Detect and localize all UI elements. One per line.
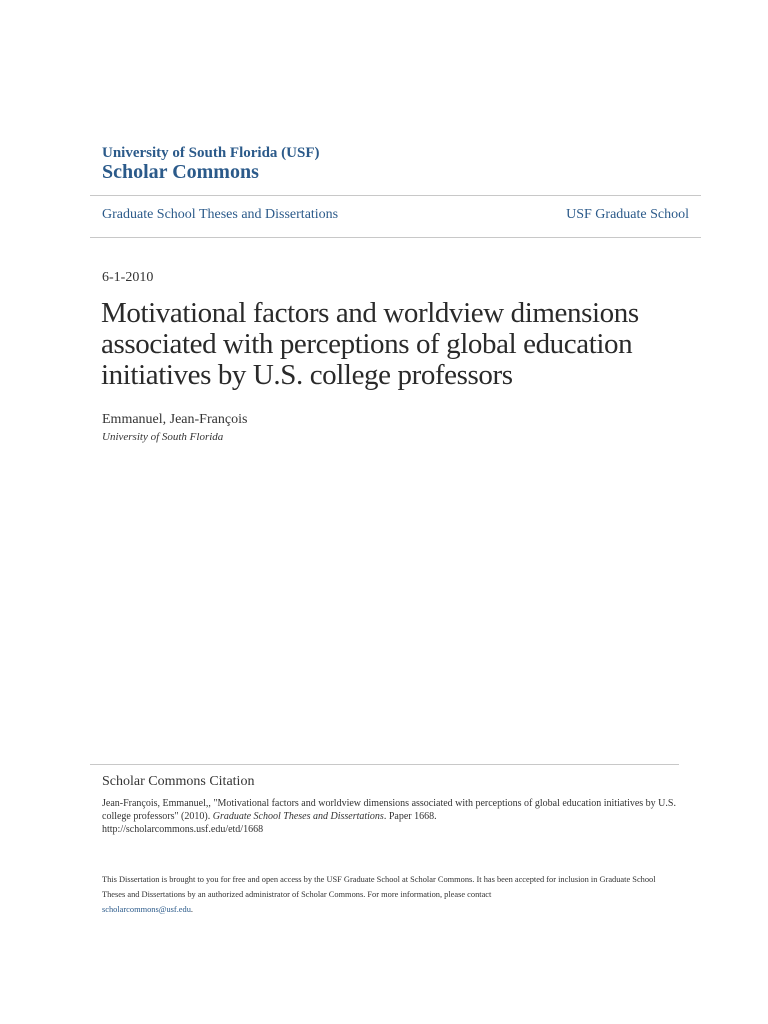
contact-email-link[interactable]: scholarcommons@usf.edu bbox=[102, 905, 191, 914]
author-name: Emmanuel, Jean-François bbox=[102, 412, 248, 427]
divider bbox=[90, 237, 701, 238]
author-affiliation: University of South Florida bbox=[102, 431, 224, 443]
institution-link[interactable]: University of South Florida (USF) bbox=[102, 145, 320, 161]
citation-heading: Scholar Commons Citation bbox=[102, 774, 255, 789]
notice-text: This Dissertation is brought to you for free and open access by the USF Graduate School at Scholar Commons. It has been accepted for inclusion in Graduate School Theses and Dissertations by an authorized administrator of Scholar Commons. For more information, please contact bbox=[102, 875, 656, 899]
document-title: Motivational factors and worldview dimensions associated with perceptions of global education initiatives by U.S. college professors bbox=[101, 297, 639, 391]
collection-link[interactable]: Graduate School Theses and Dissertations bbox=[102, 207, 339, 222]
divider bbox=[90, 195, 701, 196]
notice-email-suffix: . bbox=[190, 905, 193, 914]
divider bbox=[90, 764, 679, 765]
citation-text bbox=[102, 797, 682, 836]
publication-date: 6-1-2010 bbox=[102, 270, 154, 285]
school-link[interactable]: USF Graduate School bbox=[566, 207, 689, 222]
citation-series: Graduate School Theses and Dissertations bbox=[212, 811, 384, 822]
citation-text-after: . Paper 1668. bbox=[383, 811, 437, 822]
repository-link[interactable]: Scholar Commons bbox=[102, 161, 259, 183]
citation-text-before: Jean-François, Emmanuel,, "Motivational factors and worldview dimensions associated with perceptions of global education initiatives by U.S. college professors" (2010). bbox=[102, 798, 676, 822]
access-notice bbox=[102, 872, 672, 917]
citation-url[interactable]: http://scholarcommons.usf.edu/etd/1668 bbox=[102, 824, 264, 835]
